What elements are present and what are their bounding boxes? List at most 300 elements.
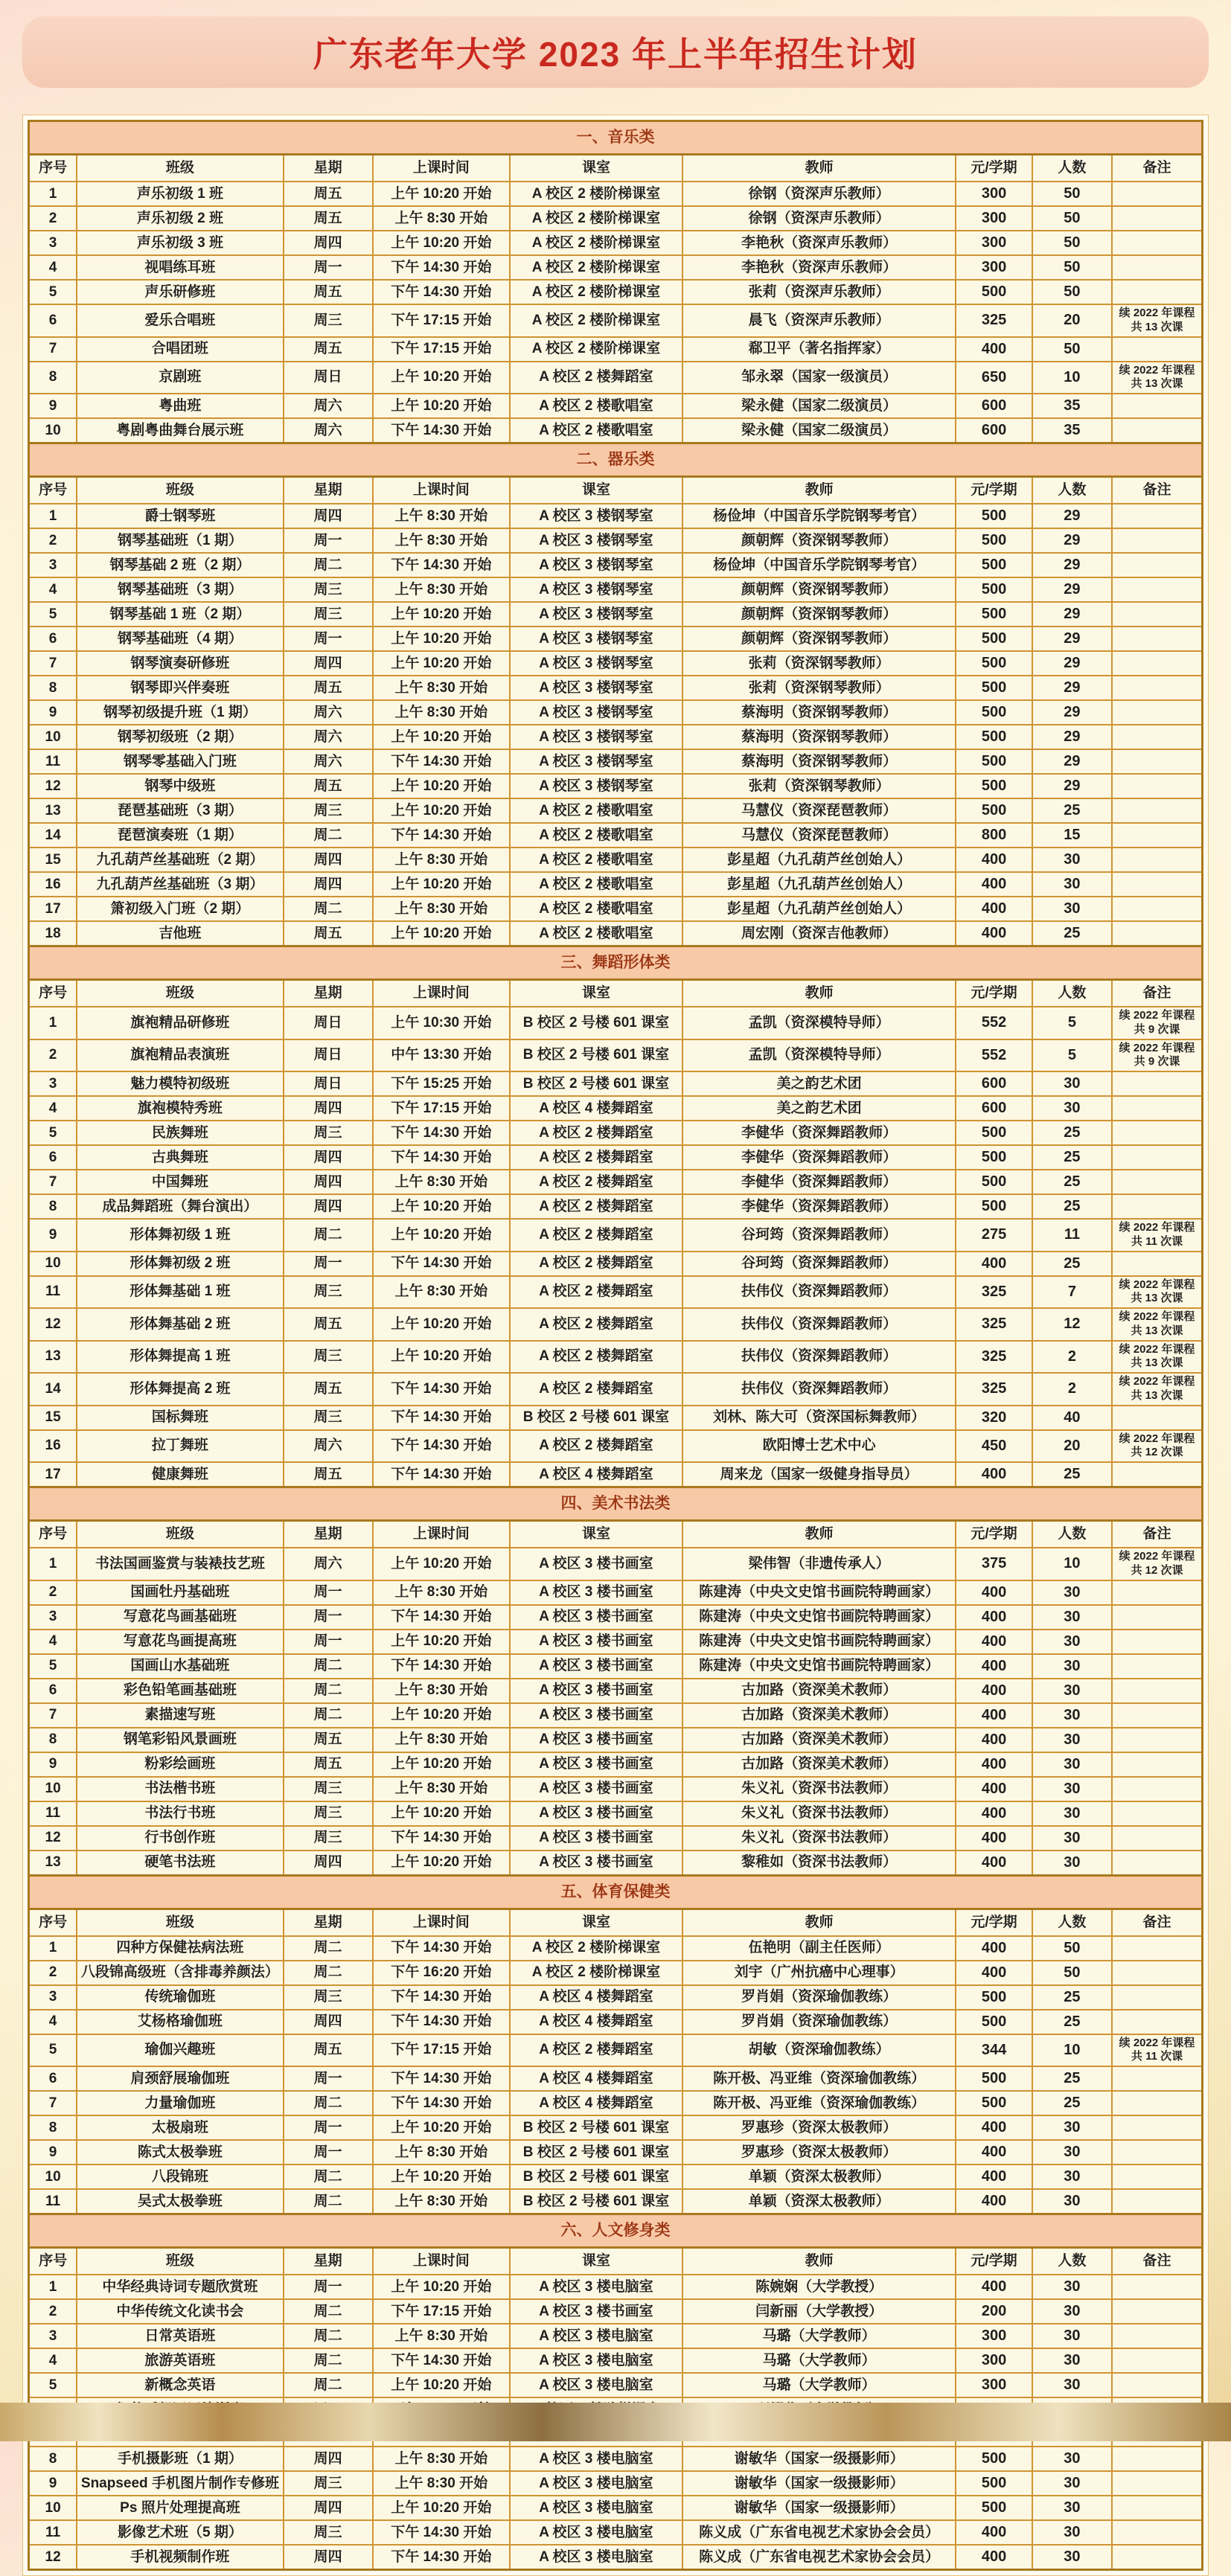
cell-day: 周一	[284, 1630, 373, 1654]
cell-index: 11	[29, 1276, 77, 1309]
cell-day: 周四	[284, 1194, 373, 1219]
cell-day: 周三	[284, 1777, 373, 1801]
cell-day: 周一	[284, 627, 373, 651]
cell-room: B 校区 2 号楼 601 课室	[510, 1007, 682, 1039]
cell-capacity: 30	[1032, 2140, 1112, 2165]
cell-remark	[1112, 1936, 1202, 1961]
cell-index: 15	[29, 1406, 77, 1430]
cell-day: 周六	[284, 418, 373, 443]
cell-price: 600	[956, 394, 1032, 418]
cell-index: 11	[29, 2520, 77, 2545]
table-row	[29, 1373, 1203, 1406]
cell-time: 上午 8:30 开始	[373, 1580, 511, 1605]
cell-capacity: 10	[1032, 2034, 1112, 2067]
column-header: 教师	[682, 980, 956, 1007]
cell-day: 周二	[284, 2373, 373, 2397]
cell-class-name: 健康舞班	[77, 1462, 284, 1487]
cell-remark	[1112, 1777, 1202, 1801]
column-header: 课室	[510, 1521, 682, 1548]
cell-time: 上午 10:20 开始	[373, 182, 511, 206]
column-header-row	[29, 477, 1203, 504]
cell-price: 400	[956, 1752, 1032, 1777]
table-row	[29, 676, 1203, 700]
cell-teacher: 彭星超（九孔葫芦丝创始人）	[682, 848, 956, 872]
table-row	[29, 1462, 1203, 1487]
cell-teacher: 谢敏华（国家一级摄影师）	[682, 2447, 956, 2471]
cell-time: 下午 14:30 开始	[373, 1252, 511, 1276]
cell-index: 11	[29, 749, 77, 774]
cell-room: A 校区 2 楼舞蹈室	[510, 1145, 682, 1170]
cell-remark	[1112, 2520, 1202, 2545]
cell-index: 14	[29, 1373, 77, 1406]
cell-index: 10	[29, 725, 77, 749]
cell-class-name: 传统瑜伽班	[77, 1985, 284, 2010]
cell-room: A 校区 3 楼电脑室	[510, 2496, 682, 2520]
column-header: 序号	[29, 477, 77, 504]
cell-room: A 校区 3 楼钢琴室	[510, 676, 682, 700]
cell-day: 周一	[284, 255, 373, 280]
cell-index: 11	[29, 1801, 77, 1826]
section-title: 一、音乐类	[29, 121, 1203, 155]
cell-time: 上午 8:30 开始	[373, 676, 511, 700]
cell-room: A 校区 4 楼舞蹈室	[510, 2066, 682, 2091]
cell-time: 下午 14:30 开始	[373, 2520, 511, 2545]
cell-room: A 校区 3 楼电脑室	[510, 2324, 682, 2348]
cell-index: 8	[29, 362, 77, 394]
cell-price: 400	[956, 2140, 1032, 2165]
cell-remark	[1112, 337, 1202, 362]
section-header-row	[29, 1487, 1203, 1521]
cell-room: A 校区 3 楼电脑室	[510, 2275, 682, 2299]
cell-remark: 续 2022 年课程共 9 次课	[1112, 1039, 1202, 1072]
cell-time: 上午 10:20 开始	[373, 1341, 511, 1374]
cell-time: 上午 8:30 开始	[373, 2447, 511, 2471]
cell-capacity: 29	[1032, 749, 1112, 774]
cell-teacher: 扶伟仪（资深舞蹈教师）	[682, 1308, 956, 1341]
cell-price: 600	[956, 1071, 1032, 1096]
cell-capacity: 30	[1032, 2275, 1112, 2299]
cell-capacity: 29	[1032, 602, 1112, 627]
cell-price: 325	[956, 304, 1032, 337]
table-row	[29, 921, 1203, 946]
cell-time: 上午 10:20 开始	[373, 725, 511, 749]
cell-teacher: 朱义礼（资深书法教师）	[682, 1801, 956, 1826]
table-row	[29, 206, 1203, 231]
cell-remark: 续 2022 年课程共 11 次课	[1112, 2034, 1202, 2067]
cell-teacher: 罗肖娟（资深瑜伽教练）	[682, 2010, 956, 2034]
table-row	[29, 1654, 1203, 1679]
column-header: 星期	[284, 1521, 373, 1548]
cell-class-name: 吉他班	[77, 921, 284, 946]
cell-time: 上午 10:20 开始	[373, 651, 511, 676]
table-row	[29, 2010, 1203, 2034]
cell-index: 17	[29, 1462, 77, 1487]
table-row	[29, 1580, 1203, 1605]
cell-price: 320	[956, 1406, 1032, 1430]
cell-time: 上午 10:20 开始	[373, 1194, 511, 1219]
cell-class-name: 魅力模特初级班	[77, 1071, 284, 1096]
cell-index: 4	[29, 1630, 77, 1654]
cell-index: 6	[29, 2066, 77, 2091]
table-row	[29, 304, 1203, 337]
cell-price: 450	[956, 1430, 1032, 1463]
cell-teacher: 梁永健（国家二级演员）	[682, 418, 956, 443]
cell-room: A 校区 2 楼歌唱室	[510, 823, 682, 848]
cell-capacity: 30	[1032, 2373, 1112, 2397]
cell-price: 500	[956, 774, 1032, 798]
cell-class-name: 艾杨格瑜伽班	[77, 2010, 284, 2034]
table-row	[29, 394, 1203, 418]
table-row	[29, 1096, 1203, 1121]
cell-teacher: 杨俭坤（中国音乐学院钢琴考官）	[682, 504, 956, 528]
cell-teacher: 陈建涛（中央文史馆书画院特聘画家）	[682, 1654, 956, 1679]
cell-index: 5	[29, 2034, 77, 2067]
cell-index: 6	[29, 304, 77, 337]
cell-remark	[1112, 1728, 1202, 1752]
cell-time: 上午 8:30 开始	[373, 504, 511, 528]
cell-class-name: 粤曲班	[77, 394, 284, 418]
cell-remark	[1112, 2447, 1202, 2471]
cell-teacher: 谷珂筠（资深舞蹈教师）	[682, 1219, 956, 1252]
section-header-row	[29, 946, 1203, 980]
cell-day: 周四	[284, 2545, 373, 2570]
cell-capacity: 30	[1032, 1605, 1112, 1630]
cell-price: 500	[956, 602, 1032, 627]
cell-class-name: 国画山水基础班	[77, 1654, 284, 1679]
cell-class-name: Ps 照片处理提高班	[77, 2496, 284, 2520]
table-row	[29, 1548, 1203, 1580]
table-row	[29, 2447, 1203, 2471]
cell-teacher: 杨俭坤（中国音乐学院钢琴考官）	[682, 553, 956, 577]
section-header-row	[29, 2214, 1203, 2248]
cell-capacity: 5	[1032, 1039, 1112, 1072]
cell-index: 12	[29, 1308, 77, 1341]
cell-time: 上午 10:20 开始	[373, 798, 511, 823]
table-row	[29, 1801, 1203, 1826]
cell-time: 上午 10:20 开始	[373, 627, 511, 651]
cell-class-name: 形体舞基础 2 班	[77, 1308, 284, 1341]
cell-room: A 校区 2 楼歌唱室	[510, 872, 682, 897]
cell-day: 周一	[284, 528, 373, 553]
table-row	[29, 1194, 1203, 1219]
cell-price: 400	[956, 1679, 1032, 1703]
cell-teacher: 陈建涛（中央文史馆书画院特聘画家）	[682, 1580, 956, 1605]
cell-class-name: 钢琴即兴伴奏班	[77, 676, 284, 700]
cell-class-name: 硬笔书法班	[77, 1851, 284, 1876]
table-row	[29, 2115, 1203, 2140]
cell-teacher: 郗卫平（著名指挥家）	[682, 337, 956, 362]
column-header: 人数	[1032, 477, 1112, 504]
cell-remark	[1112, 2140, 1202, 2165]
cell-class-name: 彩色铅笔画基础班	[77, 1679, 284, 1703]
cell-capacity: 29	[1032, 627, 1112, 651]
cell-remark	[1112, 1679, 1202, 1703]
cell-day: 周五	[284, 1752, 373, 1777]
cell-index: 13	[29, 1851, 77, 1876]
cell-day: 周二	[284, 2165, 373, 2189]
table-row	[29, 1071, 1203, 1096]
cell-index: 8	[29, 1728, 77, 1752]
cell-price: 500	[956, 2471, 1032, 2496]
column-header: 上课时间	[373, 1909, 511, 1935]
cell-class-name: 八段锦班	[77, 2165, 284, 2189]
cell-price: 400	[956, 848, 1032, 872]
cell-teacher: 彭星超（九孔葫芦丝创始人）	[682, 897, 956, 921]
cell-remark	[1112, 1826, 1202, 1851]
cell-teacher: 邹永翠（国家一级演员）	[682, 362, 956, 394]
cell-price: 400	[956, 2189, 1032, 2214]
cell-index: 4	[29, 2010, 77, 2034]
cell-room: A 校区 3 楼书画室	[510, 1580, 682, 1605]
cell-day: 周日	[284, 1039, 373, 1072]
cell-capacity: 30	[1032, 2471, 1112, 2496]
cell-teacher: 朱义礼（资深书法教师）	[682, 1777, 956, 1801]
cell-teacher: 刘林、陈大可（资深国标舞教师）	[682, 1406, 956, 1430]
cell-price: 275	[956, 1219, 1032, 1252]
cell-day: 周一	[284, 2140, 373, 2165]
cell-capacity: 29	[1032, 725, 1112, 749]
cell-room: A 校区 3 楼钢琴室	[510, 725, 682, 749]
cell-price: 400	[956, 1728, 1032, 1752]
cell-class-name: 拉丁舞班	[77, 1430, 284, 1463]
table-row	[29, 418, 1203, 443]
cell-time: 上午 8:30 开始	[373, 1170, 511, 1194]
table-row	[29, 2140, 1203, 2165]
cell-capacity: 30	[1032, 2165, 1112, 2189]
column-header: 人数	[1032, 2248, 1112, 2275]
column-header: 班级	[77, 1521, 284, 1548]
table-row	[29, 1276, 1203, 1309]
cell-remark	[1112, 1252, 1202, 1276]
table-row	[29, 2299, 1203, 2324]
cell-time: 下午 15:25 开始	[373, 1071, 511, 1096]
cell-class-name: 钢琴基础班（4 期）	[77, 627, 284, 651]
cell-class-name: 行书创作班	[77, 1826, 284, 1851]
cell-capacity: 30	[1032, 1826, 1112, 1851]
cell-remark	[1112, 2496, 1202, 2520]
column-header: 班级	[77, 980, 284, 1007]
cell-remark: 续 2022 年课程共 13 次课	[1112, 1308, 1202, 1341]
cell-remark: 续 2022 年课程共 12 次课	[1112, 1430, 1202, 1463]
cell-teacher: 马慧仪（资深琵琶教师）	[682, 823, 956, 848]
cell-price: 400	[956, 872, 1032, 897]
table-row	[29, 337, 1203, 362]
cell-index: 11	[29, 2189, 77, 2214]
table-row	[29, 1826, 1203, 1851]
table-row	[29, 2373, 1203, 2397]
cell-price: 400	[956, 1580, 1032, 1605]
cell-day: 周四	[284, 848, 373, 872]
cell-room: A 校区 2 楼舞蹈室	[510, 1373, 682, 1406]
cell-index: 3	[29, 2324, 77, 2348]
cell-capacity: 20	[1032, 304, 1112, 337]
cell-room: A 校区 2 楼阶梯课室	[510, 255, 682, 280]
cell-class-name: 钢琴基础班（3 期）	[77, 577, 284, 602]
cell-day: 周一	[284, 2115, 373, 2140]
cell-capacity: 50	[1032, 231, 1112, 255]
cell-price: 500	[956, 528, 1032, 553]
table-row	[29, 1252, 1203, 1276]
cell-room: A 校区 3 楼书画室	[510, 2299, 682, 2324]
cell-class-name: 手机视频制作班	[77, 2545, 284, 2570]
cell-teacher: 孟凯（资深模特导师）	[682, 1007, 956, 1039]
table-row	[29, 1752, 1203, 1777]
cell-price: 500	[956, 1121, 1032, 1145]
cell-price: 500	[956, 1145, 1032, 1170]
cell-time: 上午 8:30 开始	[373, 1276, 511, 1309]
cell-day: 周三	[284, 2520, 373, 2545]
table-row	[29, 1605, 1203, 1630]
cell-class-name: 钢琴演奏研修班	[77, 651, 284, 676]
cell-day: 周四	[284, 1851, 373, 1876]
cell-price: 552	[956, 1039, 1032, 1072]
cell-index: 3	[29, 553, 77, 577]
cell-price: 500	[956, 2066, 1032, 2091]
cell-index: 6	[29, 1145, 77, 1170]
table-row	[29, 823, 1203, 848]
cell-teacher: 陈婉娴（大学教授）	[682, 2275, 956, 2299]
cell-index: 7	[29, 337, 77, 362]
column-header: 备注	[1112, 1521, 1202, 1548]
cell-class-name: 形体舞提高 2 班	[77, 1373, 284, 1406]
cell-time: 下午 14:30 开始	[373, 2545, 511, 2570]
cell-class-name: 钢琴基础 2 班（2 期）	[77, 553, 284, 577]
section-title: 六、人文修身类	[29, 2214, 1203, 2248]
cell-remark	[1112, 700, 1202, 725]
cell-day: 周三	[284, 602, 373, 627]
cell-teacher: 颜朝辉（资深钢琴教师）	[682, 627, 956, 651]
cell-remark	[1112, 2299, 1202, 2324]
table-row	[29, 1961, 1203, 1985]
table-row	[29, 1777, 1203, 1801]
cell-index: 16	[29, 1430, 77, 1463]
cell-capacity: 25	[1032, 1985, 1112, 2010]
section-title: 五、体育保健类	[29, 1875, 1203, 1909]
cell-price: 325	[956, 1276, 1032, 1309]
cell-remark	[1112, 2115, 1202, 2140]
cell-capacity: 25	[1032, 1145, 1112, 1170]
cell-time: 上午 10:20 开始	[373, 1752, 511, 1777]
cell-room: A 校区 3 楼书画室	[510, 1826, 682, 1851]
cell-day: 周一	[284, 1605, 373, 1630]
column-header: 上课时间	[373, 980, 511, 1007]
cell-capacity: 30	[1032, 1728, 1112, 1752]
cell-capacity: 5	[1032, 1007, 1112, 1039]
cell-teacher: 单颖（资深太极教师）	[682, 2189, 956, 2214]
cell-index: 4	[29, 255, 77, 280]
cell-day: 周五	[284, 1308, 373, 1341]
column-header: 备注	[1112, 155, 1202, 182]
cell-index: 1	[29, 182, 77, 206]
column-header: 元/学期	[956, 155, 1032, 182]
cell-day: 周二	[284, 2348, 373, 2373]
cell-teacher: 孟凯（资深模特导师）	[682, 1039, 956, 1072]
cell-teacher: 闫新丽（大学教授）	[682, 2299, 956, 2324]
cell-teacher: 彭星超（九孔葫芦丝创始人）	[682, 872, 956, 897]
column-header: 课室	[510, 1909, 682, 1935]
cell-day: 周三	[284, 2471, 373, 2496]
table-row	[29, 897, 1203, 921]
cell-index: 2	[29, 2299, 77, 2324]
cell-room: B 校区 2 号楼 601 课室	[510, 2165, 682, 2189]
cell-index: 3	[29, 1605, 77, 1630]
column-header: 课室	[510, 155, 682, 182]
cell-index: 14	[29, 823, 77, 848]
cell-class-name: 民族舞班	[77, 1121, 284, 1145]
table-row	[29, 2091, 1203, 2115]
cell-price: 500	[956, 553, 1032, 577]
cell-time: 上午 8:30 开始	[373, 848, 511, 872]
cell-class-name: 国标舞班	[77, 1406, 284, 1430]
cell-time: 上午 10:30 开始	[373, 1007, 511, 1039]
cell-class-name: 声乐初级 2 班	[77, 206, 284, 231]
cell-teacher: 扶伟仪（资深舞蹈教师）	[682, 1276, 956, 1309]
cell-price: 300	[956, 2373, 1032, 2397]
cell-time: 下午 17:15 开始	[373, 2299, 511, 2324]
cell-room: A 校区 2 楼阶梯课室	[510, 1936, 682, 1961]
cell-time: 中午 13:30 开始	[373, 1039, 511, 1072]
cell-day: 周四	[284, 1145, 373, 1170]
column-header: 教师	[682, 477, 956, 504]
table-row	[29, 700, 1203, 725]
cell-class-name: 古典舞班	[77, 1145, 284, 1170]
table-row	[29, 231, 1203, 255]
cell-index: 4	[29, 1096, 77, 1121]
column-header: 教师	[682, 1521, 956, 1548]
cell-day: 周六	[284, 1548, 373, 1580]
cell-room: A 校区 2 楼阶梯课室	[510, 280, 682, 304]
cell-teacher: 伍艳明（副主任医师）	[682, 1936, 956, 1961]
cell-room: A 校区 2 楼阶梯课室	[510, 337, 682, 362]
cell-price: 400	[956, 1851, 1032, 1876]
cell-index: 9	[29, 2140, 77, 2165]
cell-time: 上午 10:20 开始	[373, 2373, 511, 2397]
column-header-row	[29, 155, 1203, 182]
cell-price: 500	[956, 749, 1032, 774]
cell-time: 下午 14:30 开始	[373, 1654, 511, 1679]
cell-day: 周四	[284, 2496, 373, 2520]
cell-class-name: 钢琴基础班（1 期）	[77, 528, 284, 553]
cell-capacity: 40	[1032, 1406, 1112, 1430]
cell-class-name: 形体舞提高 1 班	[77, 1341, 284, 1374]
cell-price: 325	[956, 1341, 1032, 1374]
cell-time: 下午 14:30 开始	[373, 418, 511, 443]
cell-price: 400	[956, 1936, 1032, 1961]
cell-day: 周三	[284, 1985, 373, 2010]
cell-remark	[1112, 2275, 1202, 2299]
cell-remark	[1112, 627, 1202, 651]
cell-day: 周一	[284, 2066, 373, 2091]
table-row	[29, 1007, 1203, 1039]
cell-day: 周二	[284, 823, 373, 848]
cell-room: A 校区 4 楼舞蹈室	[510, 1985, 682, 2010]
table-row	[29, 577, 1203, 602]
cell-time: 上午 8:30 开始	[373, 700, 511, 725]
cell-room: B 校区 2 号楼 601 课室	[510, 1071, 682, 1096]
cell-day: 周四	[284, 2447, 373, 2471]
cell-day: 周日	[284, 1007, 373, 1039]
cell-day: 周四	[284, 2010, 373, 2034]
cell-day: 周二	[284, 1703, 373, 1728]
cell-remark: 续 2022 年课程共 13 次课	[1112, 304, 1202, 337]
cell-room: A 校区 3 楼钢琴室	[510, 602, 682, 627]
cell-time: 上午 8:30 开始	[373, 206, 511, 231]
cell-day: 周日	[284, 362, 373, 394]
cell-remark	[1112, 394, 1202, 418]
cell-teacher: 张莉（资深钢琴教师）	[682, 676, 956, 700]
column-header: 星期	[284, 980, 373, 1007]
cell-time: 上午 8:30 开始	[373, 1728, 511, 1752]
